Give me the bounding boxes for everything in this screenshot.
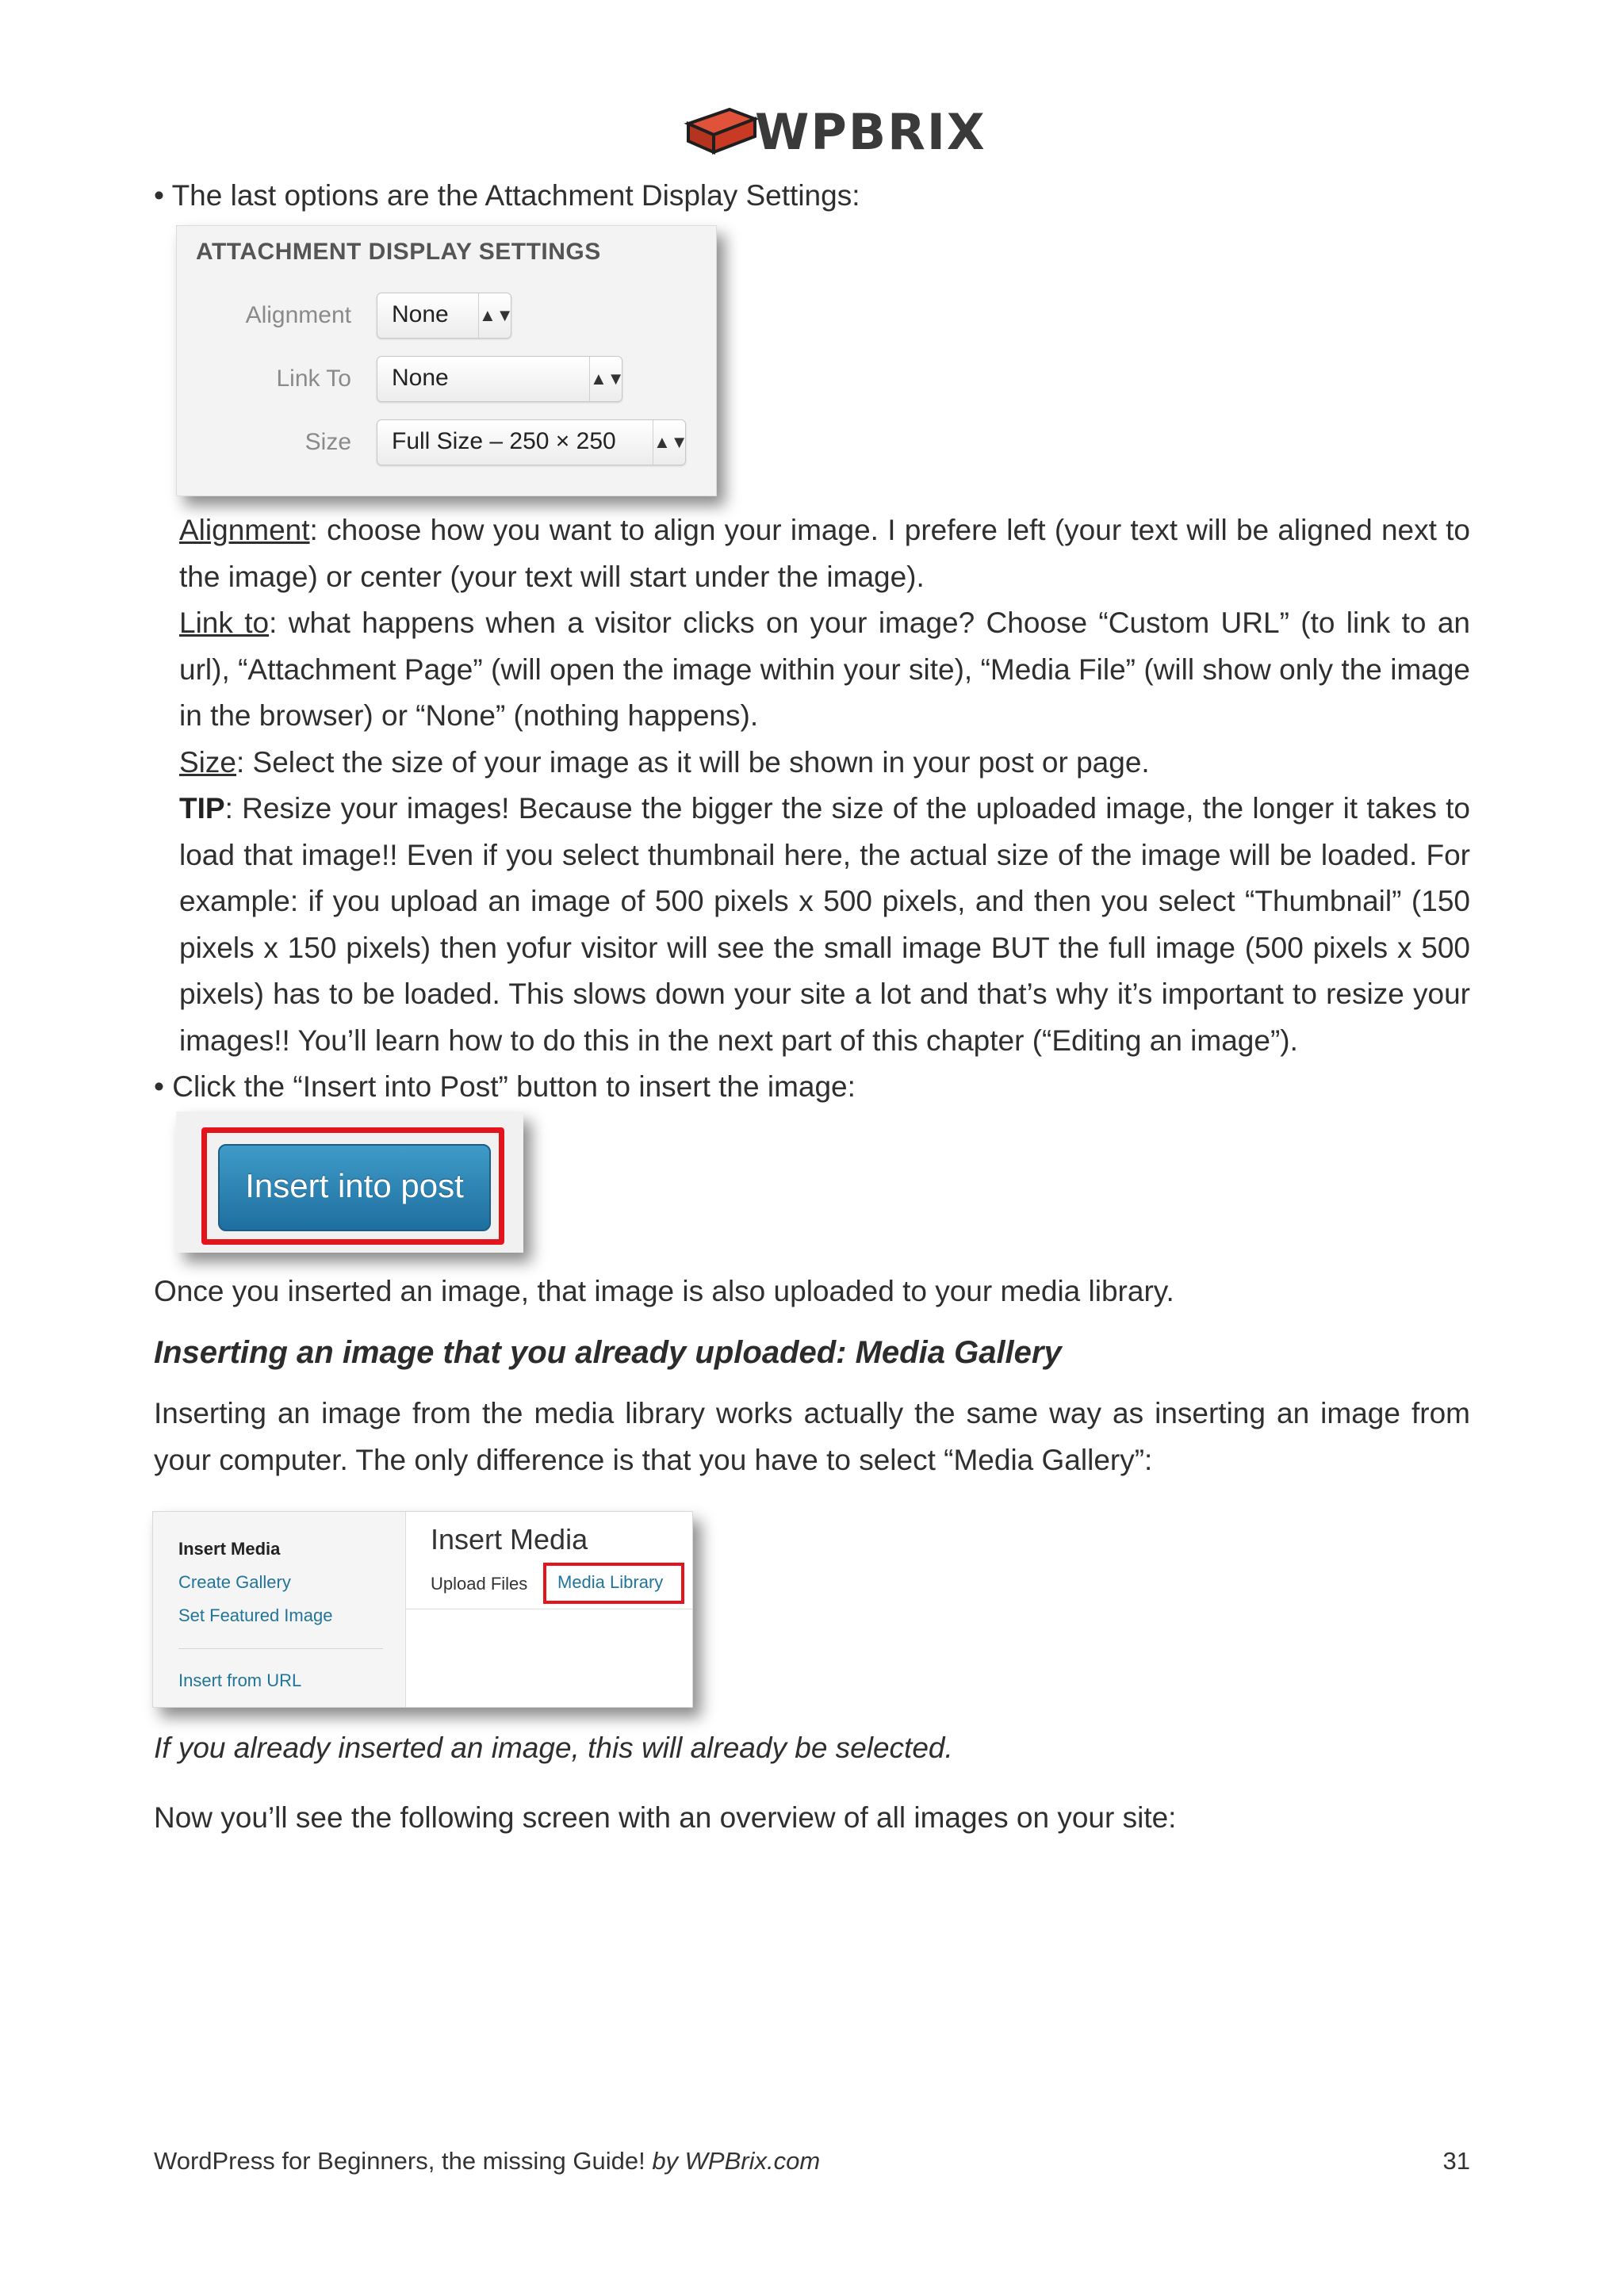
tab-media-library[interactable]: Media Library bbox=[557, 1572, 664, 1592]
size-select[interactable] bbox=[377, 419, 686, 465]
red-highlight-frame bbox=[201, 1127, 504, 1245]
tab-upload-files[interactable]: Upload Files bbox=[431, 1574, 528, 1594]
media-gallery-paragraph: Inserting an image from the media library works actually the same way as inserting an image from your computer. The only difference is that you have to select “Media Gallery”: bbox=[154, 1397, 1470, 1476]
panel-title: ATTACHMENT DISPLAY SETTINGS bbox=[196, 239, 601, 265]
insert-media-title: Insert Media bbox=[431, 1523, 588, 1556]
tip-term: TIP bbox=[179, 792, 225, 825]
link-to-explanation: Link to: what happens when a visitor clicks on your image? Choose “Custom URL” (to link to an url), “Attachment Page” (will open the image within your site), “Media File” (will show only the image in the browser) or “None” (nothing happens). bbox=[179, 607, 1470, 732]
sidebar-divider bbox=[178, 1648, 383, 1649]
size-label: Size bbox=[304, 429, 351, 455]
size-term: Size bbox=[179, 745, 236, 779]
insert-into-post-button[interactable]: Insert into post bbox=[218, 1144, 491, 1231]
insert-into-post-screenshot bbox=[176, 1112, 523, 1253]
alignment-explanation: Alignment: choose how you want to align your image. I prefere left (your text will be aligned next to the image) or center (your text will start under the image). bbox=[179, 514, 1470, 593]
select-arrows-icon: ▲▼ bbox=[653, 420, 685, 465]
link-to-value: None bbox=[392, 365, 449, 391]
brick-icon bbox=[682, 100, 761, 155]
size-value: Full Size – 250 × 250 bbox=[392, 428, 616, 454]
attachment-display-settings-panel bbox=[176, 225, 717, 496]
link-to-term: Link to bbox=[179, 607, 270, 639]
link-to-row bbox=[177, 356, 716, 404]
wpbrix-logo bbox=[682, 100, 986, 163]
footer-title: WordPress for Beginners, the missing Guide! by WPBrix.com bbox=[154, 2147, 821, 2175]
once-inserted-text: Once you inserted an image, that image is also uploaded to your media library. bbox=[154, 1275, 1174, 1307]
insert-media-sidebar bbox=[153, 1512, 406, 1707]
alignment-label: Alignment bbox=[245, 302, 351, 328]
alignment-row bbox=[177, 293, 716, 340]
logo-wordmark: WPBRIX bbox=[755, 103, 986, 161]
link-to-label: Link To bbox=[276, 365, 351, 392]
alignment-select[interactable] bbox=[377, 293, 514, 339]
already-selected-note: If you already inserted an image, this will already be selected. bbox=[154, 1732, 953, 1764]
red-highlight-frame bbox=[543, 1563, 684, 1604]
sidebar-heading-insert-media[interactable]: Insert Media bbox=[178, 1539, 281, 1559]
link-to-select[interactable] bbox=[377, 356, 625, 402]
sidebar-link-insert-from-url[interactable]: Insert from URL bbox=[178, 1670, 302, 1690]
select-arrows-icon: ▲▼ bbox=[589, 357, 622, 401]
select-arrows-icon: ▲▼ bbox=[478, 293, 511, 338]
bullet-insert-into-post: • Click the “Insert into Post” button to insert the image: bbox=[154, 1070, 856, 1103]
bullet-attachment-settings: • The last options are the Attachment Display Settings: bbox=[154, 179, 860, 212]
sidebar-link-set-featured-image[interactable]: Set Featured Image bbox=[178, 1605, 333, 1625]
alignment-term: Alignment bbox=[179, 514, 310, 546]
tip-paragraph: TIP: Resize your images! Because the bigger the size of the uploaded image, the longer it takes to load that image!! Even if you select thumbnail here, the actual size of the image will be loaded. For example: if you upload an image of 500 pixels x 500 pixels, and then you select “Thumbnail” (150 pixels x 150 pixels) then yofur visitor will see the small image BUT the full image (500 pixels x 500 pixels) has to be loaded. This slows down your site a lot and that’s why it’s important to resize your images!! You’ll learn how to do this in the next part of this chapter (“Editing an image”). bbox=[179, 792, 1470, 1057]
insert-media-panel bbox=[152, 1511, 693, 1708]
alignment-value: None bbox=[392, 301, 449, 327]
size-explanation: Size: Select the size of your image as it will be shown in your post or page. bbox=[179, 745, 1150, 779]
overview-sentence: Now you’ll see the following screen with an overview of all images on your site: bbox=[154, 1801, 1177, 1834]
settings-explanations bbox=[179, 507, 1470, 1064]
sidebar-link-create-gallery[interactable]: Create Gallery bbox=[178, 1572, 291, 1592]
page-number: 31 bbox=[1442, 2147, 1470, 2175]
size-row bbox=[177, 419, 716, 467]
section-heading: Inserting an image that you already uploaded: Media Gallery bbox=[154, 1335, 1062, 1370]
